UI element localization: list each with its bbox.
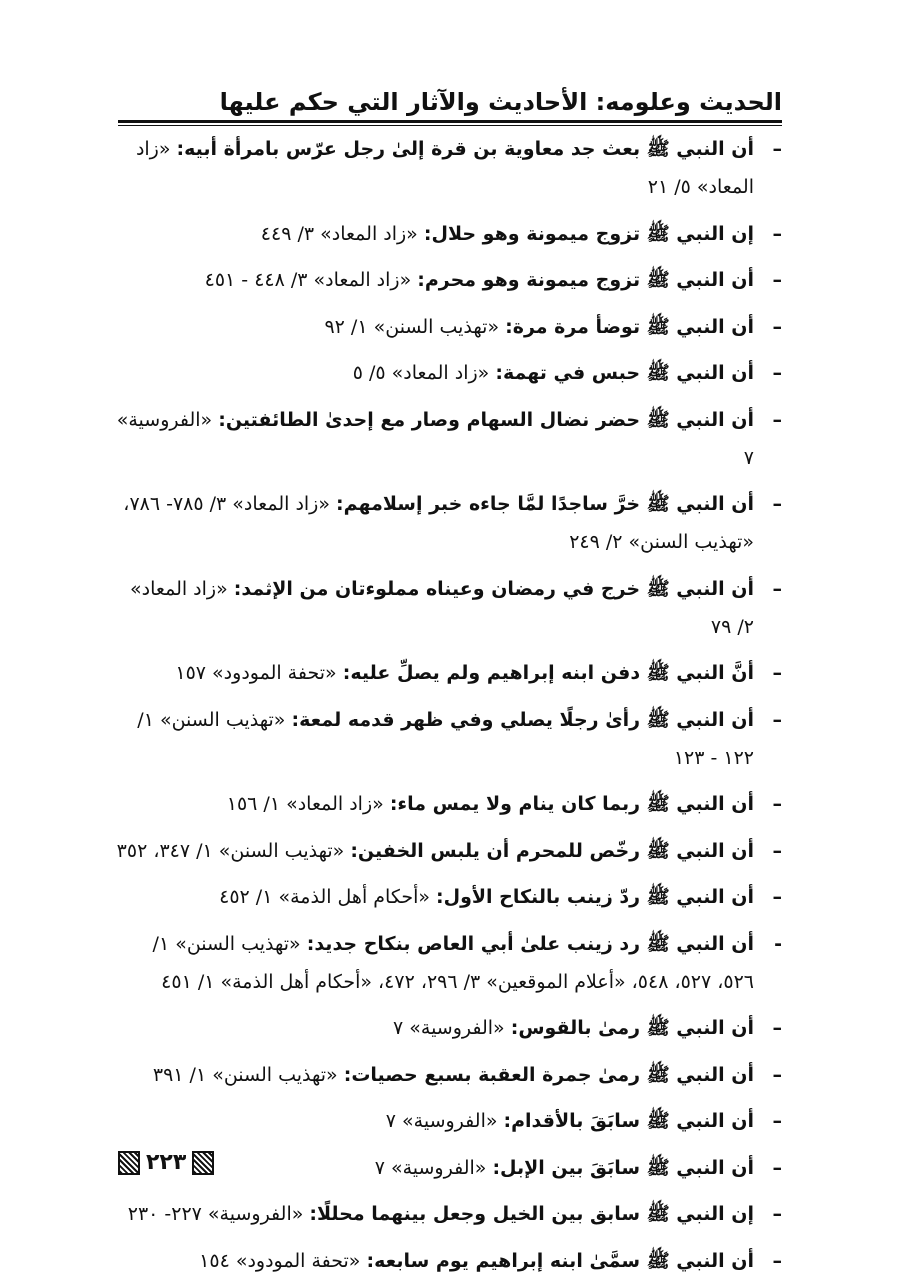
entry-source: «الفروسية» ٧ [374,1156,487,1179]
index-entry [110,1242,782,1280]
index-entry [110,308,782,346]
entry-dash: – [772,1203,782,1225]
entry-source: «تهذيب السنن» ١/ ٣٩١ [152,1063,338,1086]
index-entry [110,1102,782,1140]
entry-dash: – [772,577,782,600]
entry-source: «زاد المعاد» ٣/ ٤٤٨ - ٤٥١ [204,269,412,291]
entry-dash: – [772,362,782,384]
entry-source: «الفروسية» ٧ [116,408,754,469]
entry-source: «زاد المعاد» ٣/ ٧٨٥- ٧٨٦، «تهذيب السنن» ٢/ ٢٤٩ [123,493,754,553]
entry-title: أن النبي ﷺ رخّص للمحرم أن يلبس الخفين: [350,839,754,862]
entry-source: «تهذيب السنن» ١/ ٩٢ [324,315,500,338]
entry-dash: – [772,1249,782,1272]
entry-title: أن النبي ﷺ سمَّىٰ ابنه إبراهيم يوم سابعه: [366,1249,754,1272]
index-entry [110,215,782,253]
ornament-left-icon [118,1151,140,1175]
entry-title: أن النبي ﷺ خرَّ ساجدًا لمَّا جاءه خبر إسلامهم: [336,493,754,515]
entry-source: «تهذيب السنن» ١/ ٣٤٧، ٣٥٢ [116,839,345,862]
entry-title: إن النبي ﷺ سابق بين الخيل وجعل بينهما محللًا: [309,1203,754,1225]
entry-source: «زاد المعاد» ٥/ ٢١ [135,138,754,198]
entry-dash: – [772,222,782,245]
entry-dash: – [772,1110,782,1132]
entry-title: أن النبي ﷺ رد زينب علىٰ أبي العاص بنكاح جديد: [306,932,754,955]
entry-title: أن النبي ﷺ رأىٰ رجلًا يصلي وفي ظهر قدمه لمعة: [291,708,754,731]
entry-source: «زاد المعاد» ٢/ ٧٩ [130,577,754,638]
page-footer [118,1150,214,1175]
entry-title: أن النبي ﷺ توضأ مرة مرة: [505,315,754,338]
entry-source: «الفروسية» ٧ [385,1110,498,1132]
index-entry [110,785,782,823]
index-entry [110,261,782,299]
entry-dash: – [772,408,782,431]
index-entry [110,878,782,916]
entry-dash: – [772,138,782,160]
entry-title: أن النبي ﷺ ردّ زينب بالنكاح الأول: [436,886,754,908]
index-entry [110,570,782,646]
index-entry [110,1009,782,1047]
entry-dash: – [772,662,782,684]
entry-dash: – [772,886,782,908]
index-entry [110,832,782,870]
index-entry [110,401,782,477]
index-entry [110,354,782,392]
entry-source: «تهذيب السنن» ١/ ٥٢٦، ٥٢٧، ٥٤٨، «أعلام الموقعين» ٣/ ٢٩٦، ٤٧٢، «أحكام أهل الذمة» ١/ ٤٥١ [152,932,754,993]
entry-title: أن النبي ﷺ حبس في تهمة: [495,362,754,384]
entry-title: إن النبي ﷺ تزوج ميمونة وهو حلال: [423,222,754,245]
entry-source: «زاد المعاد» ٥/ ٥ [352,362,490,384]
entry-title: أن النبي ﷺ سابَقَ بالأقدام: [503,1110,754,1132]
index-entry [110,1195,782,1233]
entry-title: أنَّ النبي ﷺ دفن ابنه إبراهيم ولم يصلِّ عليه: [342,662,754,684]
entry-source: «زاد المعاد» ١/ ١٥٦ [226,793,384,815]
entry-source: «الفروسية» ٧ [393,1017,505,1039]
ornament-right-icon [192,1151,214,1175]
entry-title: أن النبي ﷺ تزوج ميمونة وهو محرم: [417,269,754,291]
index-entry [110,485,782,561]
hadith-index-list [110,130,782,1288]
entry-dash: – [772,708,782,731]
entry-title: أن النبي ﷺ سابَقَ بين الإبل: [492,1156,754,1179]
entry-dash: – [772,315,782,338]
index-entry [110,654,782,692]
index-entry [110,1056,782,1094]
header-rule-thick [118,120,782,123]
entry-title: أن النبي ﷺ بعث جد معاوية بن قرة إلىٰ رجل عرّس بامرأة أبيه: [176,138,754,160]
entry-source: «تهذيب السنن» ١/ ١٢٢ - ١٢٣ [137,708,754,769]
entry-dash: – [772,1156,782,1179]
entry-source: «الفروسية» ٢٢٧- ٢٣٠ [127,1203,304,1225]
entry-dash: – [772,793,782,815]
entry-dash: – [772,269,782,291]
entry-source: «أحكام أهل الذمة» ١/ ٤٥٢ [219,886,430,908]
entry-source: «تحفة المودود» ١٥٧ [175,662,337,684]
entry-title: أن النبي ﷺ ربما كان ينام ولا يمس ماء: [389,793,754,815]
entry-title: أن النبي ﷺ رمىٰ بالقوس: [510,1017,754,1039]
entry-source: «زاد المعاد» ٣/ ٤٤٩ [260,222,418,245]
entry-dash: - [774,932,782,955]
running-header: الحديث وعلومه: الأحاديث والآثار التي حكم عليها [219,88,782,116]
entry-dash: – [772,1017,782,1039]
index-entry [110,701,782,777]
entry-dash: – [772,1063,782,1086]
entry-source: «تحفة المودود» ١٥٤ [199,1249,361,1272]
entry-title: أن النبي ﷺ رمىٰ جمرة العقبة بسبع حصيات: [343,1063,754,1086]
page-number: ٢٢٣ [146,1150,187,1175]
entry-dash: – [772,493,782,515]
index-entry [110,925,782,1001]
entry-title: أن النبي ﷺ حضر نضال السهام وصار مع إحدىٰ الطائفتين: [218,408,754,431]
header-rule-thin [118,125,782,126]
index-entry [110,130,782,206]
entry-dash: – [772,839,782,862]
entry-title: أن النبي ﷺ خرج في رمضان وعيناه مملوءتان من الإثمد: [233,577,754,600]
